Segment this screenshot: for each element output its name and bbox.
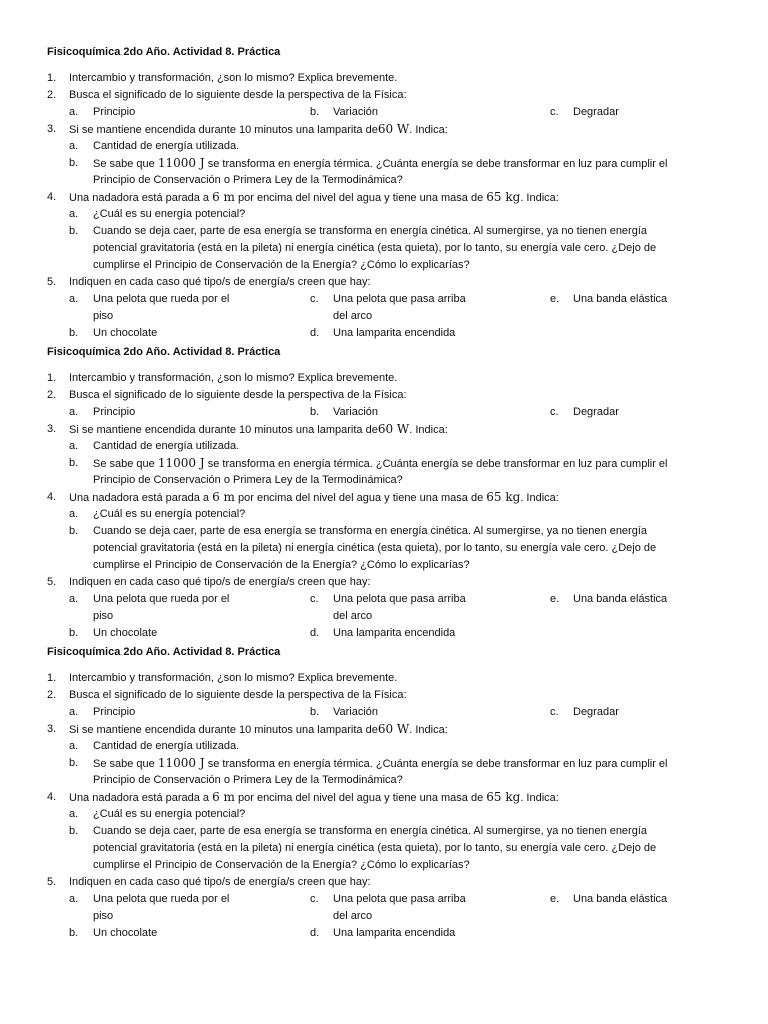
q1-number: 1. [47,372,57,384]
worksheet-copy-2 [0,344,768,644]
q5-e-text: Una banda elástica [573,593,668,605]
q4-a-letter: a. [69,808,79,820]
q2-option-letter-c: c. [550,406,559,418]
q4-a-letter: a. [69,208,79,220]
q5-a-text-line2: piso [93,910,114,922]
q4-b-letter: b. [69,825,79,837]
q3-a-letter: a. [69,740,79,752]
q5-text: Indiquen en cada caso qué tipo/s de energía/s creen que hay: [69,276,371,288]
worksheet-title: Fisicoquímica 2do Año. Actividad 8. Práctica [47,346,281,358]
q1-number: 1. [47,672,57,684]
q4-b-text-line2: potencial gravitatoria (está en la pileta) ni energía cinética (esta quieta), por lo tanto, su energía vale cero. ¿Dejo de [93,842,657,854]
q4-b-text-line1: Cuando se deja caer, parte de esa energía se transforma en energía cinética. Al sumergirse, ya no tienen energía [93,825,648,837]
q3-number: 3. [47,723,57,735]
q4-b-text-line3: cumplirse el Principio de Conservación de la Energía? ¿Cómo lo explicarías? [93,859,470,871]
q5-a-text-line1: Una pelota que rueda por el [93,593,230,605]
q2-option-variacion: Variación [333,406,379,418]
q5-c-text-line1: Una pelota que pasa arriba [333,293,466,305]
q5-a-text-line2: piso [93,610,114,622]
q5-e-letter: e. [550,293,560,305]
q5-a-letter: a. [69,293,79,305]
q5-d-letter: d. [310,627,320,639]
q3-b-text: Se sabe que 11000 J se transforma en energía térmica. ¿Cuánta energía se debe transformar en luz para cumplir el [93,756,668,770]
q2-option-principio: Principio [93,706,136,718]
q1-text: Intercambio y transformación, ¿son lo mismo? Explica brevemente. [69,372,398,384]
q2-option-letter-b: b. [310,406,320,418]
q2-option-degradar: Degradar [573,706,619,718]
q2-option-letter-a: a. [69,706,79,718]
q4-height-value: 6 m [212,790,235,804]
q4-a-text: ¿Cuál es su energía potencial? [93,508,246,520]
q2-option-degradar: Degradar [573,106,619,118]
q4-a-letter: a. [69,508,79,520]
worksheet-title: Fisicoquímica 2do Año. Actividad 8. Práctica [47,646,281,658]
q5-e-letter: e. [550,593,560,605]
q4-mass-value: 65 kg [486,790,521,804]
q4-a-text: ¿Cuál es su energía potencial? [93,208,246,220]
q3-text: Si se mantiene encendida durante 10 minutos una lamparita de60 W. Indica: [69,722,448,736]
q3-energy-value: 11000 J [157,456,205,470]
worksheet-copy-1 [0,44,768,344]
q2-text: Busca el significado de lo siguiente desde la perspectiva de la Física: [69,689,407,701]
q3-b-text: Se sabe que 11000 J se transforma en energía térmica. ¿Cuánta energía se debe transformar en luz para cumplir el [93,456,668,470]
q2-number: 2. [47,689,57,701]
q4-b-text-line2: potencial gravitatoria (está en la pileta) ni energía cinética (esta quieta), por lo tanto, su energía vale cero. ¿Dejo de [93,542,657,554]
q3-number: 3. [47,423,57,435]
q5-b-text: Un chocolate [93,327,158,339]
q5-e-text: Una banda elástica [573,893,668,905]
q5-e-text: Una banda elástica [573,293,668,305]
q5-c-text-line1: Una pelota que pasa arriba [333,893,466,905]
worksheet-title: Fisicoquímica 2do Año. Actividad 8. Práctica [47,46,281,58]
q4-text: Una nadadora está parada a 6 m por encima del nivel del agua y tiene una masa de 65 kg. Indica: [69,790,559,804]
q5-d-text: Una lamparita encendida [333,327,456,339]
q3-power-value: 60 W [377,422,410,436]
q5-number: 5. [47,576,57,588]
worksheet-copy-3 [0,644,768,944]
q4-mass-value: 65 kg [486,190,521,204]
q3-text: Si se mantiene encendida durante 10 minutos una lamparita de60 W. Indica: [69,422,448,436]
q3-number: 3. [47,123,57,135]
q2-option-letter-c: c. [550,106,559,118]
q4-b-text-line1: Cuando se deja caer, parte de esa energía se transforma en energía cinética. Al sumergirse, ya no tienen energía [93,525,648,537]
q3-a-text: Cantidad de energía utilizada. [93,140,240,152]
q5-e-letter: e. [550,893,560,905]
q5-a-text-line1: Una pelota que rueda por el [93,293,230,305]
q4-text: Una nadadora está parada a 6 m por encima del nivel del agua y tiene una masa de 65 kg. Indica: [69,490,559,504]
q2-option-letter-a: a. [69,106,79,118]
q5-b-text: Un chocolate [93,627,158,639]
q3-b-text-continued: Principio de Conservación o Primera Ley de la Termodinámica? [93,474,403,486]
q3-a-text: Cantidad de energía utilizada. [93,740,240,752]
q3-power-value: 60 W [377,722,410,736]
q2-option-letter-a: a. [69,406,79,418]
q5-c-text-line2: del arco [333,310,373,322]
q4-b-text-line2: potencial gravitatoria (está en la pileta) ni energía cinética (esta quieta), por lo tanto, su energía vale cero. ¿Dejo de [93,242,657,254]
q2-option-letter-c: c. [550,706,559,718]
q3-b-text-continued: Principio de Conservación o Primera Ley de la Termodinámica? [93,174,403,186]
q4-b-text-line3: cumplirse el Principio de Conservación de la Energía? ¿Cómo lo explicarías? [93,559,470,571]
q5-b-text: Un chocolate [93,927,158,939]
q2-number: 2. [47,89,57,101]
q3-b-text: Se sabe que 11000 J se transforma en energía térmica. ¿Cuánta energía se debe transformar en luz para cumplir el [93,156,668,170]
q3-energy-value: 11000 J [157,756,205,770]
q4-height-value: 6 m [212,190,235,204]
q5-c-text-line2: del arco [333,610,373,622]
q5-c-text-line1: Una pelota que pasa arriba [333,593,466,605]
q5-d-text: Una lamparita encendida [333,927,456,939]
q2-option-letter-b: b. [310,706,320,718]
q5-c-letter: c. [310,593,319,605]
q5-a-text-line1: Una pelota que rueda por el [93,893,230,905]
q5-a-text-line2: piso [93,310,114,322]
q2-option-principio: Principio [93,406,136,418]
q2-option-variacion: Variación [333,106,379,118]
q5-a-letter: a. [69,893,79,905]
q5-c-letter: c. [310,893,319,905]
q4-b-letter: b. [69,525,79,537]
q5-b-letter: b. [69,327,79,339]
q4-text: Una nadadora está parada a 6 m por encima del nivel del agua y tiene una masa de 65 kg. Indica: [69,190,559,204]
q2-option-variacion: Variación [333,706,379,718]
q2-text: Busca el significado de lo siguiente desde la perspectiva de la Física: [69,389,407,401]
q4-number: 4. [47,191,57,203]
q4-number: 4. [47,791,57,803]
q5-c-letter: c. [310,293,319,305]
q4-b-letter: b. [69,225,79,237]
q5-b-letter: b. [69,927,79,939]
q4-a-text: ¿Cuál es su energía potencial? [93,808,246,820]
q1-number: 1. [47,72,57,84]
q1-text: Intercambio y transformación, ¿son lo mismo? Explica brevemente. [69,72,398,84]
q2-option-principio: Principio [93,106,136,118]
q5-d-text: Una lamparita encendida [333,627,456,639]
q5-text: Indiquen en cada caso qué tipo/s de energía/s creen que hay: [69,576,371,588]
q3-text: Si se mantiene encendida durante 10 minutos una lamparita de60 W. Indica: [69,122,448,136]
q3-b-text-continued: Principio de Conservación o Primera Ley de la Termodinámica? [93,774,403,786]
q5-d-letter: d. [310,327,320,339]
q3-a-letter: a. [69,140,79,152]
q2-option-letter-b: b. [310,106,320,118]
q4-mass-value: 65 kg [486,490,521,504]
q3-energy-value: 11000 J [157,156,205,170]
q5-d-letter: d. [310,927,320,939]
q2-text: Busca el significado de lo siguiente desde la perspectiva de la Física: [69,89,407,101]
q3-b-letter: b. [69,157,79,169]
q5-text: Indiquen en cada caso qué tipo/s de energía/s creen que hay: [69,876,371,888]
q3-a-text: Cantidad de energía utilizada. [93,440,240,452]
q2-option-degradar: Degradar [573,406,619,418]
q4-height-value: 6 m [212,490,235,504]
q5-a-letter: a. [69,593,79,605]
q2-number: 2. [47,389,57,401]
q3-b-letter: b. [69,457,79,469]
q4-number: 4. [47,491,57,503]
q5-number: 5. [47,276,57,288]
q5-number: 5. [47,876,57,888]
q4-b-text-line1: Cuando se deja caer, parte de esa energía se transforma en energía cinética. Al sumergirse, ya no tienen energía [93,225,648,237]
q5-c-text-line2: del arco [333,910,373,922]
q4-b-text-line3: cumplirse el Principio de Conservación de la Energía? ¿Cómo lo explicarías? [93,259,470,271]
q3-a-letter: a. [69,440,79,452]
q3-b-letter: b. [69,757,79,769]
q1-text: Intercambio y transformación, ¿son lo mismo? Explica brevemente. [69,672,398,684]
q5-b-letter: b. [69,627,79,639]
q3-power-value: 60 W [377,122,410,136]
